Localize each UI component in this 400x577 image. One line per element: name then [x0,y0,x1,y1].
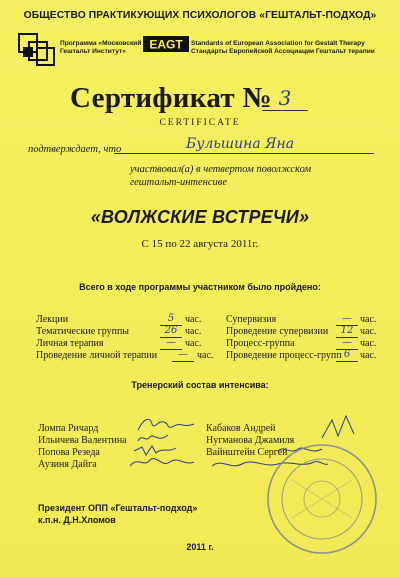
program-unit: час. [360,350,377,361]
standards-text [191,40,375,56]
program-unit: час. [197,350,214,361]
eagt-logo-text: EAGT [149,37,183,52]
program-unit: час. [185,338,202,349]
president-name: к.п.н. Д.Н.Хломов [38,515,116,525]
signature-icon [128,454,196,470]
program-hours: — [336,337,358,350]
certificate-subtitle: CERTIFICATE [159,118,241,128]
trainer-name: Попова Резеда [38,447,100,458]
president-title: Президент ОПП «Гештальт-подход» [38,503,198,513]
confirm-label: подтверждает, что [28,144,122,155]
name-underline [114,153,374,154]
program-label: Проведение супервизии [226,326,329,337]
program-label: Супервизия [226,314,277,325]
trainers-heading: Тренерский состав интенсива: [131,380,269,390]
program-row [36,349,216,362]
participant-name: Бульшина Яна [185,136,295,152]
program-unit: час. [360,314,377,325]
program-hours: 12 [336,325,358,338]
signature-icon [318,414,358,442]
certificate-title-row [0,82,400,115]
program-hours: — [336,313,358,326]
program-label: Проведение личной терапии [36,350,158,361]
trainer-name: Вайнштейн Сергей [206,447,288,458]
program-heading: Всего в ходе программы участником было пройдено: [79,282,321,292]
program-label: Проведение процесс-групп [226,350,342,361]
organization-title: ОБЩЕСТВО ПРАКТИКУЮЩИХ ПСИХОЛОГОВ «ГЕШТАЛЬТ-ПОДХОД» [23,10,377,21]
program-label: Тематические группы [36,326,130,337]
program-hours: — [160,337,182,350]
program-unit: час. [360,338,377,349]
program-label: Лекции [36,314,69,325]
organization-stamp [262,440,382,558]
program-hours: 5 [160,313,182,326]
squares-logo-icon [18,33,56,67]
trainer-name: Аузиня Дайга [38,459,97,470]
certificate-title: Сертификат № [70,82,272,114]
program-unit: час. [360,326,377,337]
event-dates: С 15 по 22 августа 2011г. [141,238,259,250]
program-label: Личная терапия [36,338,104,349]
program-unit: час. [185,314,202,325]
program-line-1: Программа «Московский [60,40,142,47]
trainer-name: Ломпа Ричард [38,423,99,434]
standards-line-2: Стандарты Европейской Ассоциации Гештальт терапии [191,48,375,55]
certificate-year: 2011 г. [186,542,214,552]
program-hours: — [172,349,194,362]
program-row [226,349,386,362]
program-unit: час. [185,326,202,337]
certificate-number: 3 [262,86,308,111]
participation-text: участвовал(а) в четвертом поволжском гештальт-интенсиве [130,164,312,188]
program-hours: 6 [336,349,358,362]
program-hours: 26 [160,325,182,338]
eagt-logo [143,36,189,52]
trainer-name: Кабаков Андрей [206,423,276,434]
event-name: «ВОЛЖСКИЕ ВСТРЕЧИ» [90,207,310,227]
program-name [60,40,141,56]
program-line-2: Гештальт Институт» [60,48,126,55]
trainer-name: Нугманова Джамиля [206,435,295,446]
president-signature-block [38,502,197,526]
trainer-name: Ильичева Валентина [38,435,127,446]
program-label: Процесс-группа [226,338,295,349]
standards-line-1: Standards of European Association for Gestalt Therapy [191,40,365,47]
